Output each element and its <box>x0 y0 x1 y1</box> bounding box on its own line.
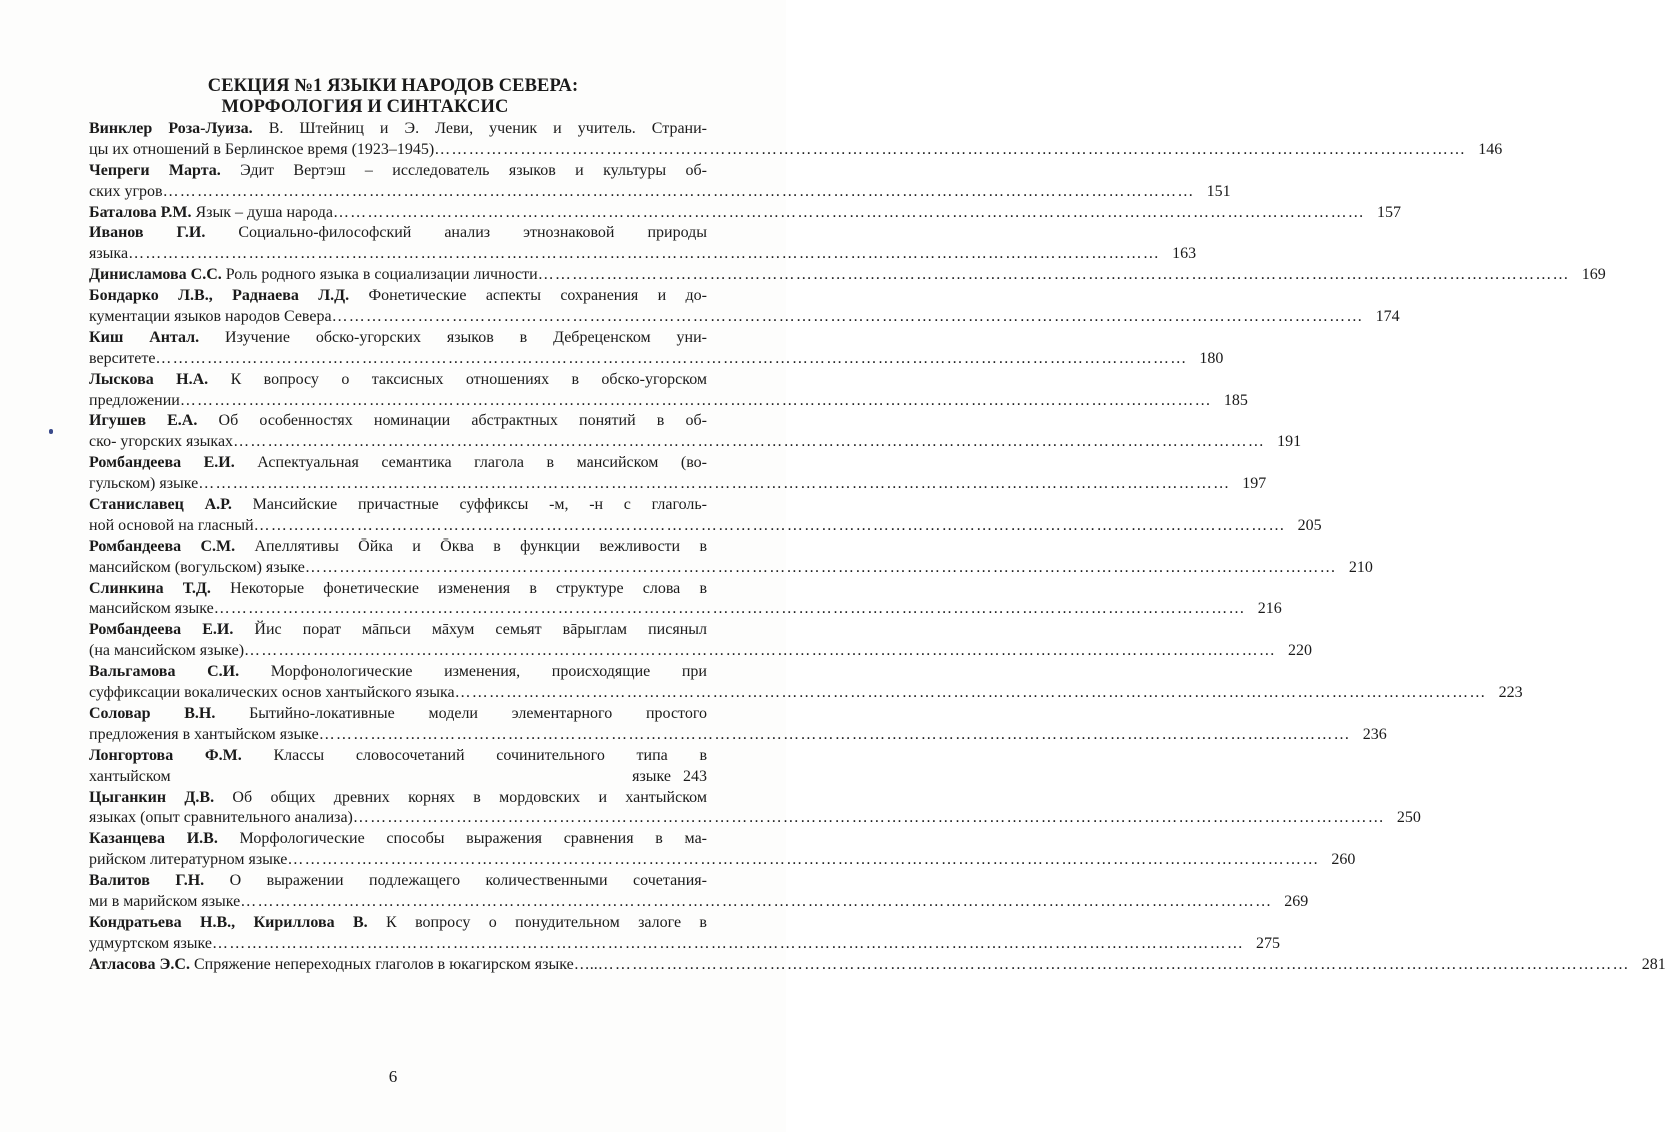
toc-entry-line <box>89 537 707 558</box>
toc-title-part: Язык – душа народа <box>191 203 333 221</box>
toc-title-continuation: цы их отношений в Берлинское время (1923–1945) <box>89 140 435 158</box>
toc-title-continuation: предложении <box>89 391 180 409</box>
toc-leader-dots: ……………………………………………………………………………………………………………………………………………………………… <box>318 725 1351 743</box>
toc-title-continuation: ной основой на гласный <box>89 516 254 534</box>
toc-author: Винклер Роза-Луиза. <box>89 120 253 137</box>
toc-author: Лонгортова Ф.М. <box>89 746 242 764</box>
toc-page-number: 260 <box>1331 851 1356 869</box>
toc-entry-line <box>89 349 1224 370</box>
toc-author: Иванов Г.И. <box>89 224 206 242</box>
toc-title-part: К вопросу о понудительном залоге в <box>367 913 707 931</box>
toc-entry-text <box>89 286 707 307</box>
toc-entry-text <box>89 161 707 182</box>
toc-entry[interactable] <box>89 537 1373 579</box>
toc-title-part: Мансийские причастные суффиксы -м, -н с глаголь- <box>231 496 708 514</box>
toc-entry-line <box>89 453 707 474</box>
toc-page-number: 269 <box>1284 892 1309 910</box>
toc-page-number: 180 <box>1199 349 1224 367</box>
toc-entry-text <box>89 788 707 809</box>
toc-entry-text <box>89 620 707 641</box>
toc-entry-line <box>89 203 1401 224</box>
toc-entry-line <box>89 370 707 391</box>
section-title-line-1: СЕКЦИЯ №1 ЯЗЫКИ НАРОДОВ СЕВЕРА: <box>207 76 579 96</box>
toc-entry-text <box>89 411 707 432</box>
toc-leader-dots: ……………………………………………………………………………………………………………………………………………………………… <box>212 934 1245 952</box>
toc-entry-line <box>89 307 1400 328</box>
toc-title-part: Фонетические аспекты сохранения и до- <box>349 287 707 305</box>
toc-page-number: 151 <box>1206 182 1231 200</box>
toc-title-part: Апеллятивы Ōйка и Ōква в функции вежливости в <box>235 537 707 555</box>
toc-leader-dots: ……………………………………………………………………………………………………………………………………………………………… <box>128 245 1161 263</box>
toc-page-number: 216 <box>1257 600 1282 618</box>
toc-title-continuation: кументации языков народов Севера <box>89 308 332 326</box>
toc-entry-text <box>89 955 598 976</box>
toc-title-part: Бытийно-локативные модели элементарного простого <box>215 704 707 722</box>
toc-entry-text <box>89 203 333 224</box>
toc-entry[interactable] <box>89 161 1231 203</box>
toc-title-continuation: (на мансийском языке) <box>89 642 245 660</box>
toc-entry[interactable] <box>89 871 1309 913</box>
toc-leader-dots: ……………………………………………………………………………………………………………………………………………………………… <box>597 955 1630 973</box>
toc-title-continuation: удмуртском языке <box>89 934 213 952</box>
toc-entry[interactable] <box>89 453 1267 495</box>
toc-entry[interactable] <box>89 913 1281 955</box>
toc-entry-text <box>89 913 707 934</box>
toc-author: Атласова Э.С. <box>89 955 190 973</box>
toc-title-continuation: языка <box>89 245 129 263</box>
toc-page-number: 243 <box>683 767 707 785</box>
toc-title-part: Об общих древних корнях в мордовских и хантыйском <box>214 788 707 806</box>
toc-entry-text <box>89 265 538 286</box>
toc-entry-line <box>89 161 707 182</box>
toc-entry-text <box>89 453 707 474</box>
toc-title-continuation: гульском) языке <box>89 475 199 493</box>
toc-entry-text <box>89 746 707 767</box>
toc-title-continuation: ских угров <box>89 182 163 200</box>
toc-leader-dots: ……………………………………………………………………………………………………………………………………………………………… <box>287 851 1320 869</box>
toc-leader-dots: ……………………………………………………………………………………………………………………………………………………………… <box>233 433 1266 451</box>
toc-page-number: 250 <box>1396 809 1421 827</box>
toc-title-part: Классы словосочетаний сочинительного типа в <box>241 746 707 764</box>
toc-entry-line <box>89 662 707 683</box>
toc-leader-dots: ……………………………………………………………………………………………………………………………………………………………… <box>537 266 1570 284</box>
toc-entry-line <box>89 579 707 600</box>
toc-author: Ромбандеева Е.И. <box>89 621 234 639</box>
toc-page-number: 236 <box>1362 725 1387 743</box>
toc-entry-line <box>89 850 1356 871</box>
toc-entry-text <box>89 871 707 892</box>
toc-author: Баталова Р.М. <box>89 203 192 221</box>
toc-title-continuation: предложения в хантыйском языке <box>89 725 319 743</box>
toc-entry[interactable] <box>89 788 1421 830</box>
toc-entry[interactable] <box>89 579 1282 621</box>
toc-author: Ромбандеева Е.И. <box>89 454 235 472</box>
toc-entry-text <box>89 537 707 558</box>
toc-entry-line <box>89 704 707 725</box>
toc-page-number: 197 <box>1242 475 1267 493</box>
toc-leader-dots: ……………………………………………………………………………………………………………………………………………………………… <box>179 391 1212 409</box>
toc-title-continuation: суффиксации вокалических основ хантыйского языка <box>89 684 455 702</box>
toc-entry[interactable] <box>89 829 1356 871</box>
toc-author: Соловар В.Н. <box>89 704 216 722</box>
toc-title-continuation: ми в марийском языке <box>89 892 241 910</box>
toc-entry-line <box>89 182 1231 203</box>
toc-page-number: 210 <box>1348 558 1373 576</box>
toc-entry-text <box>89 829 707 850</box>
toc-entry[interactable] <box>89 328 1224 370</box>
toc-title-part: Аспектуальная семантика глагола в мансийском (во- <box>234 454 708 472</box>
toc-title-continuation: ско- угорских языках <box>89 433 234 451</box>
toc-entry[interactable] <box>89 704 1387 746</box>
toc-entry[interactable] <box>89 223 1197 265</box>
toc-leader-dots: ……………………………………………………………………………………………………………………………………………………………… <box>304 558 1337 576</box>
margin-ink-mark <box>49 429 53 434</box>
toc-entry[interactable] <box>89 411 1302 453</box>
toc-entry[interactable] <box>89 955 1666 976</box>
toc-author: Станиславец А.Р. <box>89 496 232 514</box>
toc-page-number: 281 <box>1641 955 1666 973</box>
toc-entry-line <box>89 495 707 516</box>
toc-title-part: О выражении подлежащего количественными сочетания- <box>204 872 707 890</box>
toc-leader-dots: ……………………………………………………………………………………………………………………………………………………………… <box>198 475 1231 493</box>
toc-page-number: 157 <box>1376 203 1401 221</box>
toc-entry-line <box>89 516 1322 537</box>
toc-entry-line <box>89 244 1197 265</box>
toc-title-continuation: хантыйском <box>89 767 171 785</box>
toc-title-tail: языке <box>632 767 671 785</box>
toc-title-part: Йис порат мāпьси мāхум семьят вāрыглам писяныл <box>233 621 707 639</box>
toc-entry-line <box>89 808 1421 829</box>
toc-title-continuation: языках (опыт сравнительного анализа) <box>89 809 353 827</box>
toc-page-number: 220 <box>1288 642 1313 660</box>
toc-entry-text <box>89 579 707 600</box>
toc-entry-line <box>89 265 1606 286</box>
toc-entry[interactable] <box>89 370 1248 412</box>
toc-leader-dots: ……………………………………………………………………………………………………………………………………………………………… <box>352 809 1385 827</box>
toc-entry-line <box>89 641 1313 662</box>
toc-entry[interactable] <box>89 746 707 788</box>
toc-page-number: 191 <box>1277 433 1302 451</box>
toc-entry[interactable] <box>89 495 1322 537</box>
toc-entry[interactable] <box>89 203 1401 224</box>
toc-author: Казанцева И.В. <box>89 830 218 848</box>
toc-title-continuation: мансийском языке <box>89 600 214 618</box>
toc-entry-text <box>89 119 707 140</box>
toc-entry-line <box>89 788 707 809</box>
toc-leader-dots: ……………………………………………………………………………………………………………………………………………………………… <box>331 308 1364 326</box>
toc-leader-dots: ……………………………………………………………………………………………………………………………………………………………… <box>332 203 1365 221</box>
toc-title-part: Эдит Вертэш – исследователь языков и культуры об- <box>220 161 708 179</box>
toc-entry-line <box>89 599 1282 620</box>
toc-entry-text <box>89 370 707 391</box>
toc-entry-line <box>89 140 1503 161</box>
toc-entry-line <box>89 767 707 788</box>
toc-title-continuation: верситете <box>89 349 156 367</box>
toc-author: Валитов Г.Н. <box>89 872 205 890</box>
toc-entry-line <box>89 955 1666 976</box>
toc-title-part: Морфологические способы выражения сравнения в ма- <box>217 830 707 848</box>
toc-leader-dots: ……………………………………………………………………………………………………………………………………………………………… <box>240 892 1273 910</box>
toc-entry-line <box>89 934 1281 955</box>
page-number: 6 <box>388 1067 398 1086</box>
toc-author: Слинкина Т.Д. <box>89 579 211 597</box>
toc-entry-line <box>89 474 1267 495</box>
toc-page-number: 223 <box>1498 684 1523 702</box>
toc-entry-line <box>89 746 707 767</box>
toc-title-continuation: мансийском (вогульском) языке <box>89 558 305 576</box>
toc-entry-text <box>89 662 707 683</box>
toc-entry-line <box>89 328 707 349</box>
toc-page-number: 169 <box>1581 266 1606 284</box>
toc-page-number: 146 <box>1478 140 1503 158</box>
toc-entry-text <box>89 704 707 725</box>
section-title-line-2: МОРФОЛОГИЯ И СИНТАКСИС <box>221 97 509 117</box>
toc-page-number: 185 <box>1223 391 1248 409</box>
toc-entry-line <box>89 558 1373 579</box>
toc-author: Ромбандеева С.М. <box>89 537 236 555</box>
toc-entry[interactable] <box>89 119 1503 161</box>
toc-entry[interactable] <box>89 286 1400 328</box>
toc-leader-dots: ……………………………………………………………………………………………………………………………………………………………… <box>434 140 1467 158</box>
toc-entry-line <box>89 683 1523 704</box>
toc-entry[interactable] <box>89 620 1313 662</box>
toc-author: Кондратьева Н.В., Кириллова В. <box>89 913 368 931</box>
toc-title-part: Морфонологические изменения, происходящие при <box>239 663 707 681</box>
toc-title-part: К вопросу о таксисных отношениях в обско-угорском <box>208 370 708 388</box>
toc-title-part: Роль родного языка в социализации личности <box>221 266 538 284</box>
toc-leader-dots: ……………………………………………………………………………………………………………………………………………………………… <box>244 642 1277 660</box>
table-of-contents <box>89 119 1666 976</box>
toc-author: Киш Антал. <box>89 328 200 346</box>
toc-entry-text <box>89 328 707 349</box>
toc-author: Динисламова С.С. <box>89 266 222 284</box>
toc-page-number: 174 <box>1375 308 1400 326</box>
toc-entry-line <box>89 223 707 244</box>
toc-entry-line <box>89 829 707 850</box>
toc-page-number: 205 <box>1297 516 1322 534</box>
toc-page-number: 163 <box>1172 245 1197 263</box>
toc-title-continuation: рийском литературном языке <box>89 851 288 869</box>
toc-entry-line <box>89 432 1302 453</box>
toc-author: Игушев Е.А. <box>89 412 198 430</box>
toc-leader-dots: ……………………………………………………………………………………………………………………………………………………………… <box>213 600 1246 618</box>
toc-title-part: В. Штейниц и Э. Леви, ученик и учитель. Страни- <box>252 120 708 137</box>
toc-title-part: Изучение обско-угорских языков в Дебреценском уни- <box>199 328 707 346</box>
toc-entry[interactable] <box>89 662 1523 704</box>
toc-entry-line <box>89 620 707 641</box>
toc-leader-dots: ……………………………………………………………………………………………………………………………………………………………… <box>162 182 1195 200</box>
toc-entry-line <box>89 871 707 892</box>
toc-entry-line <box>89 411 707 432</box>
toc-entry-text <box>89 495 707 516</box>
toc-title-part: Социально-философский анализ этнознаковой природы <box>205 224 707 242</box>
toc-entry-line <box>89 286 707 307</box>
toc-leader-dots: ……………………………………………………………………………………………………………………………………………………………… <box>253 516 1286 534</box>
toc-entry-text <box>89 223 707 244</box>
toc-entry-line <box>89 913 707 934</box>
toc-leader-dots: ……………………………………………………………………………………………………………………………………………………………… <box>155 349 1188 367</box>
toc-author: Чепреги Марта. <box>89 161 221 179</box>
toc-entry-line <box>89 391 1248 412</box>
toc-author: Бондарко Л.В., Раднаева Л.Д. <box>89 287 350 305</box>
toc-entry[interactable] <box>89 265 1606 286</box>
toc-author: Лыскова Н.А. <box>89 370 209 388</box>
toc-title-part: Об особенностях номинации абстрактных понятий в об- <box>197 412 708 430</box>
toc-leader-dots: ……………………………………………………………………………………………………………………………………………………………… <box>454 684 1487 702</box>
toc-entry-line <box>89 119 707 140</box>
toc-title-part: Некоторые фонетические изменения в структуре слова в <box>210 579 708 597</box>
toc-title-part: Спряжение непереходных глаголов в юкагирском языке….. <box>189 955 598 973</box>
toc-author: Вальгамова С.И. <box>89 663 240 681</box>
toc-entry-line <box>89 725 1387 746</box>
toc-author: Цыганкин Д.В. <box>89 788 215 806</box>
toc-page-number: 275 <box>1256 934 1281 952</box>
toc-entry-line <box>89 892 1309 913</box>
